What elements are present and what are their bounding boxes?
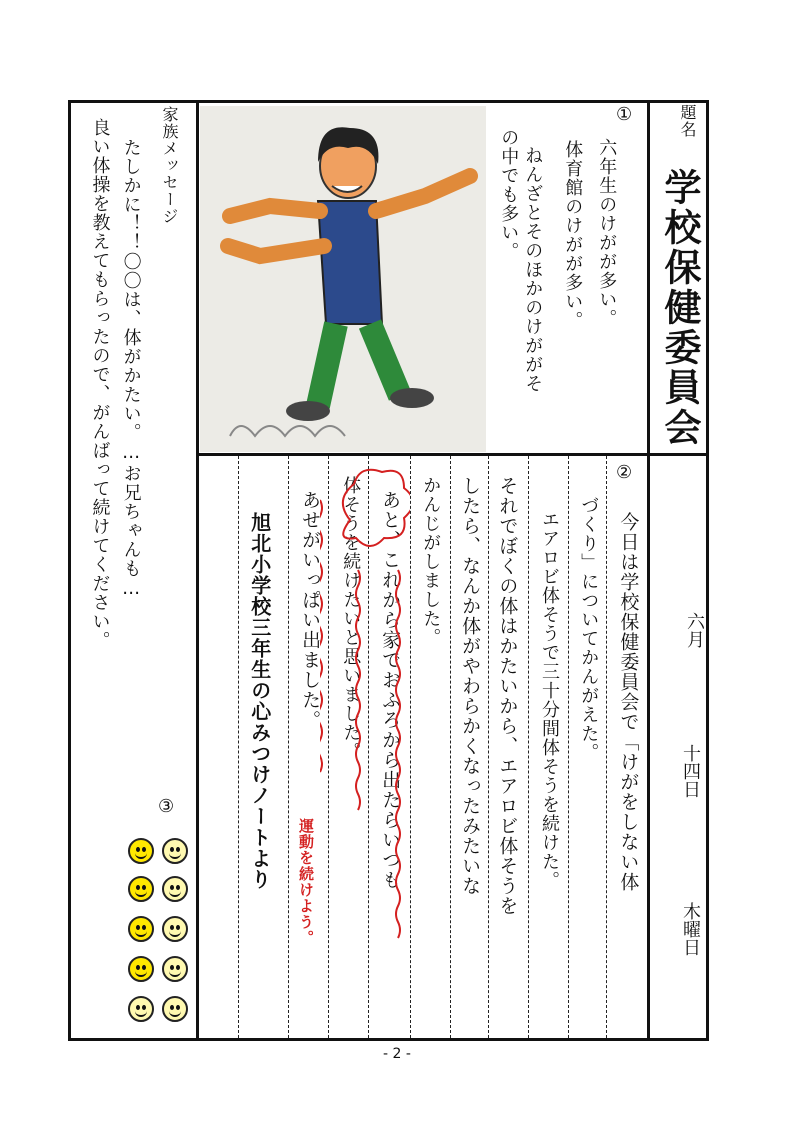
smiley-icon (162, 876, 188, 902)
divider-family-column (196, 100, 199, 1041)
smiley-icon (128, 916, 154, 942)
page-number: - 2 - (383, 1046, 411, 1062)
smiley-icon (162, 956, 188, 982)
divider-horizontal (196, 453, 709, 456)
essay-line-5: したら、なんか体がやわらかくなったみたいな (459, 476, 482, 896)
ruled-line (288, 456, 289, 1038)
essay-line-4: それでぼくの体はかたいから、エアロビ体そうを (496, 476, 519, 916)
ruled-line (568, 456, 569, 1038)
smiley-icon (162, 916, 188, 942)
date-month: 六月 (684, 612, 705, 648)
ruled-line (450, 456, 451, 1038)
essay-line-6: かんじがしました。 (420, 476, 442, 647)
essay-line-2: づくり」についてかんがえた。 (578, 496, 600, 762)
date-day: 十四日 (680, 744, 701, 798)
date-weekday: 木曜日 (680, 902, 701, 956)
essay-line-8: 体そうを続けたいと思いました。 (340, 476, 362, 761)
smiley-icon (128, 838, 154, 864)
teacher-comment: 運動を続けよう。 (297, 818, 315, 946)
section2-marker: ② (616, 462, 633, 483)
page-title: 学校保健委員会 (658, 168, 701, 448)
section1-line-4: の中でも多い。 (498, 128, 520, 261)
ruled-line (488, 456, 489, 1038)
section1-line-3: ねんざとそのほかのけががそ (522, 146, 544, 393)
section1-line-1: 六年生のけがが多い。 (596, 138, 618, 328)
child-drawing (200, 106, 486, 452)
title-label: 題名 (678, 104, 697, 138)
essay-signature: 旭北小学校三年生の心みつけノートより (247, 512, 272, 890)
ruled-line (410, 456, 411, 1038)
ruled-line (606, 456, 607, 1038)
section1-marker: ① (616, 104, 633, 125)
essay-line-3: エアロビ体そうで三十分間体そうを続けた。 (538, 510, 560, 890)
smiley-icon (162, 838, 188, 864)
essay-line-1: 今日は学校保健委員会で「けがをしない体 (617, 512, 640, 892)
ruled-line (238, 456, 239, 1038)
section1-line-2: 体育館のけがが多い。 (562, 140, 584, 330)
family-message-line-1: たしかに！！〇〇は、体がかたい。…お兄ちゃんも… (120, 138, 142, 600)
smiley-icon (162, 996, 188, 1022)
smiley-icon (128, 996, 154, 1022)
red-pen-marks (320, 460, 410, 1020)
smiley-icon (128, 956, 154, 982)
section3-marker: ③ (158, 796, 175, 817)
essay-line-9: あせがいっぱい出ました。 (299, 490, 322, 730)
divider-title-column (647, 100, 650, 1041)
essay-line-7: あと、これから家でおふろから出たらいつも (379, 490, 402, 890)
family-message-label: 家族メッセージ (160, 106, 179, 225)
smiley-icon (128, 876, 154, 902)
ruled-line (528, 456, 529, 1038)
family-message-line-2: 良い体操を教えてもらったので、がんばって続けてください。 (89, 118, 111, 650)
